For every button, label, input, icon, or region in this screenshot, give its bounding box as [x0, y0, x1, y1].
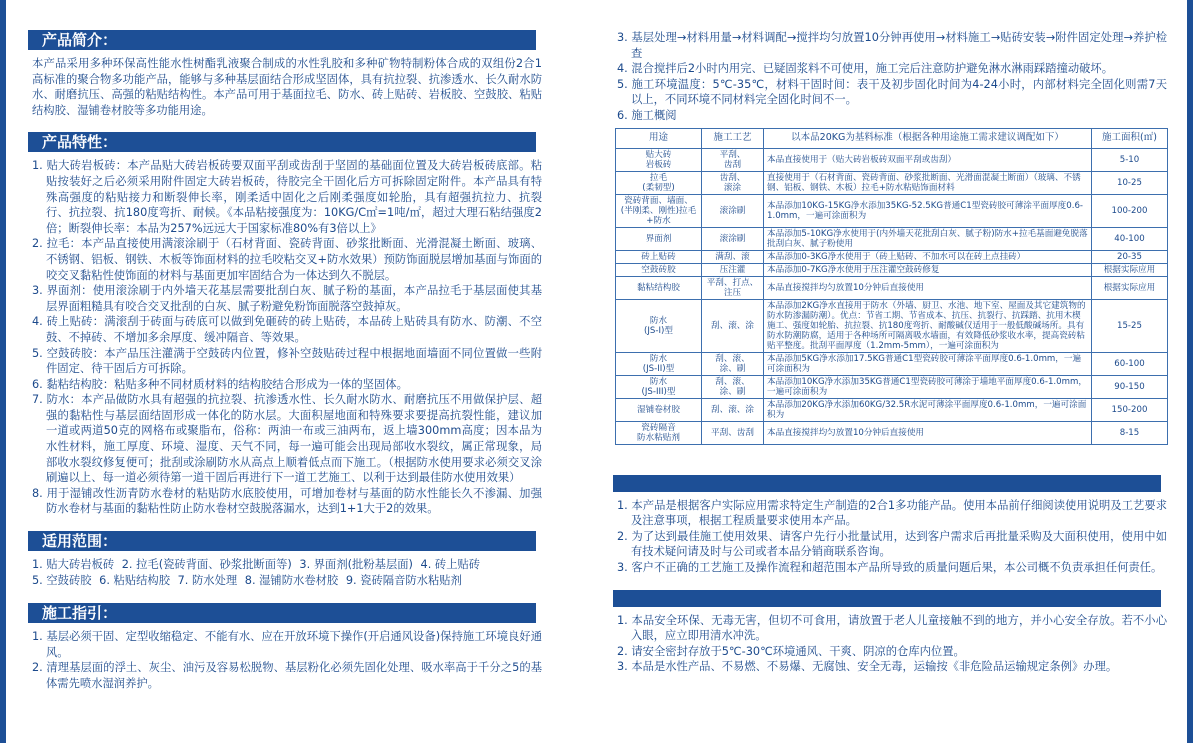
- row-desc: 本品添加0-3KG净水使用于（砖上贴砖、不加水可以在砖上点挂砖）: [764, 250, 1092, 263]
- feature-item: 8. 用于湿铺改性沥青防水卷材的粘贴防水底胶使用，可增加卷材与基面的防水性能长久不渗漏、加强防水卷材与基面的黏粘性防止防水卷材空鼓脱落漏水，达到1+1大于2的效果。: [32, 486, 542, 516]
- row-desc: 本品添加2KG净水直接用于防水（外墙、厨卫、水池、地下室、屋面及其它建筑物的防水防渗漏防潮）。优点：节省工期、节省成本、抗压、抗裂行、抗踩踏、抗用木楔施工、强度如轮胎、抗拉裂、抗180度弯折、耐酸碱仅适用于一般低酸碱场所。具有防水防潮防腐，适用于各种场所可隔离吸水墙面，有效降低砂浆收水率，提高瓷砖粘贴平整度。批刮平面厚度（1.2mm-5mm），一遍可涂面积为: [764, 299, 1092, 352]
- row-use: 砖上贴砖: [616, 250, 702, 263]
- feature-item: 7. 防水：本产品做防水具有超强的抗拉裂、抗渗透水性、长久耐水防水、耐磨抗压不用做保护层、超强的黏粘性与基层面结固形成一体化的防水层。大面积屋地面和特殊要求要提高抗裂性能，建议加一道或两道50克的网格布或聚脂布，俗称：两油一布或三油两布，返上墙300mm高度；因本品为水性材料，施工厚度、环境、湿度、天气不同，每一遍可能会出现局部收水裂纹，属正常现象，局部收水裂纹修复便可；批刮或涂刷防水从高点上顺着低点而下施工。（根据防水使用要求必须交叉涂刷遍以上、每一道必须待第一道干固后再进行下一道工艺施工、以利于达到最佳防水使用效果）: [32, 393, 542, 485]
- scope-item: 8. 湿铺防水卷材胶: [244, 574, 339, 588]
- row-method: 平刮、齿刮: [702, 421, 764, 444]
- row-use: 贴大砖 岩板砖: [616, 148, 702, 171]
- notice-item: 2. 为了达到最佳施工使用效果、请客户先行小批量试用，达到客户需求后再批量采购及大面积使用，使用中如有技术疑问请及时与公司或者本品分销商联系咨询。: [617, 529, 1167, 559]
- row-method: 满刮、滚: [702, 250, 764, 263]
- row-method: 刮、滚、涂: [702, 299, 764, 352]
- scope-row-1: [32, 557, 548, 573]
- table-row: [616, 194, 1168, 227]
- header-area: 施工面积(㎡): [1092, 128, 1168, 148]
- features-heading: 产品特性：: [28, 132, 536, 152]
- scope-item: 3. 界面剂(批粉基层面): [299, 558, 413, 572]
- safety-item: 3. 本品是水性产品、不易燃、不易爆、无腐蚀、安全无毒，运输按《非危险品运输规定条例》办理。: [617, 660, 1118, 674]
- header-method: 施工工艺: [702, 128, 764, 148]
- scope-item: 7. 防水处理: [177, 574, 238, 588]
- table-row: [616, 263, 1168, 276]
- row-method: 刮、滚、涂: [702, 398, 764, 421]
- scope-row-2: [32, 573, 548, 589]
- table-row: [616, 171, 1168, 194]
- row-desc: 本品添加10KG净水添加35KG普通C1型瓷砖胶可薄涂于墙地平面厚度0.6-1.0mm，一遍可涂面积为: [764, 375, 1092, 398]
- row-desc: 本品直接搅拌均匀放置10分钟后直接使用: [764, 421, 1092, 444]
- table-row: [616, 398, 1168, 421]
- left-column: [28, 0, 548, 743]
- overview-table: [615, 128, 1168, 445]
- row-method: 滚涂刷: [702, 194, 764, 227]
- scope-item: 4. 砖上贴砖: [420, 558, 481, 572]
- row-method: 压注灌: [702, 263, 764, 276]
- row-desc: 本品直接搅拌均匀放置10分钟后直接使用: [764, 276, 1092, 299]
- row-area: 90-150: [1092, 375, 1168, 398]
- row-use: 空鼓砖胶: [616, 263, 702, 276]
- row-desc: 直接使用于（石材背面、瓷砖背面、砂浆批断面、光滑面混凝土断面）（玻璃、不锈钢、铝板、钢铁、木板）拉毛+防水粘贴饰面材料: [764, 171, 1092, 194]
- notice-list: [617, 498, 1167, 576]
- row-use: 界面剂: [616, 227, 702, 250]
- table-row: [616, 421, 1168, 444]
- scope-item: 1. 贴大砖岩板砖: [32, 558, 115, 572]
- guide-heading: 施工指引：: [28, 603, 536, 623]
- row-area: 150-200: [1092, 398, 1168, 421]
- table-row: [616, 227, 1168, 250]
- row-method: 刮、滚、 涂、刷: [702, 375, 764, 398]
- row-area: 根据实际应用: [1092, 263, 1168, 276]
- row-desc: 本品添加20KG净水添加60KG/32.5R水泥可薄涂平面厚度0.6-1.0mm，一遍可涂面积为: [764, 398, 1092, 421]
- guide-list: [32, 629, 542, 691]
- feature-item: 2. 拉毛：本产品直接使用满滚涂刷于（石材背面、瓷砖背面、砂浆批断面、光滑混凝土断面、玻璃、不锈钢、铝板、钢铁、木板等饰面材料的拉毛咬粘交叉+防水效果）预防饰面脱层增加基面与饰面的咬交叉黏粘性使饰面的材料与基面更加牢固结合为一体达到久不脱层。: [32, 237, 542, 282]
- feature-item: 4. 砖上贴砖：满滚刮于砖面与砖底可以做到免砸砖的砖上贴砖，本品砖上贴砖具有防水、防潮、不空鼓、不掉砖、不增加多余厚度、缓冲隔音、等效果。: [32, 315, 542, 344]
- header-use: 用途: [616, 128, 702, 148]
- row-method: 平刮、 齿刮: [702, 148, 764, 171]
- row-desc: 本品添加10KG-15KG净水添加35KG-52.5KG普通C1型瓷砖胶可薄涂平面厚度0.6-1.0mm，一遍可涂面积为: [764, 194, 1092, 227]
- row-area: 40-100: [1092, 227, 1168, 250]
- guide-item: 2. 清理基层面的浮土、灰尘、油污及容易松脱物、基层粉化必须先固化处理、吸水率高于千分之5的基体需先喷水湿润养护。: [32, 661, 542, 690]
- notice-item: 1. 本产品是根据客户实际应用需求特定生产制造的2合1多功能产品。使用本品前仔细阅读使用说明及工艺要求及注意事项，根据工程质量要求使用本产品。: [617, 498, 1167, 528]
- step-item: 5. 施工环境温度：5℃-35℃，材料干固时间：表干及初步固化时间为4-24小时，内部材料完全固化则需7天以上，不同环境不同材料完全固化时间不一。: [617, 77, 1167, 107]
- scope-heading: 适用范围：: [28, 531, 536, 551]
- table-row: [616, 148, 1168, 171]
- header-desc: 以本品20KG为基料标准（根据各种用途施工需求建议调配如下）: [764, 128, 1092, 148]
- step-item: 6. 施工概阅: [617, 108, 677, 122]
- notice-heading: [613, 475, 1161, 492]
- table-row: [616, 276, 1168, 299]
- row-use: 湿铺卷材胶: [616, 398, 702, 421]
- scope-item: 6. 粘贴结构胶: [99, 574, 171, 588]
- intro-text: 本产品采用多种环保高性能水性树酯乳液聚合制成的水性乳胶和多种矿物特制粉体合成的双组份2合1高标准的聚合物多功能产品，能够与多种基层面结合形成坚固体，具有抗拉裂、抗渗透水、长久耐水防水、耐磨抗压、高强的粘贴结构性。本产品可用于基面拉毛、防水、砖上贴砖、岩板胶、空鼓胶、粘贴结构胶、湿铺卷材胶等多功能用途。: [32, 57, 542, 117]
- row-area: 60-100: [1092, 352, 1168, 375]
- row-use: 瓷砖背面、墙面、(半刚柔、刚性)拉毛+防水: [616, 194, 702, 227]
- right-column: [613, 0, 1173, 743]
- row-use: 防水 (JS-II)型: [616, 352, 702, 375]
- row-desc: 本品直接使用于（贴大砖岩板砖双面平刮或齿刮）: [764, 148, 1092, 171]
- row-desc: 本品添加0-7KG净水使用于压注灌空鼓砖修复: [764, 263, 1092, 276]
- row-area: 10-25: [1092, 171, 1168, 194]
- row-use: 瓷砖隔音 防水粘贴剂: [616, 421, 702, 444]
- intro-heading: 产品简介：: [28, 30, 536, 50]
- feature-item: 6. 黏粘结构胶：粘贴多种不同材质材料的结构胶结合形成为一体的坚固体。: [32, 377, 408, 391]
- row-area: 100-200: [1092, 194, 1168, 227]
- notice-item: 3. 客户不正确的工艺施工及操作流程和超范围本产品所导致的质量问题后果，本公司概不负责承担任何责任。: [617, 560, 1163, 574]
- safety-list: [617, 613, 1167, 675]
- row-use: 防水 (JS-I)型: [616, 299, 702, 352]
- feature-item: 3. 界面剂：使用滚涂刷于内外墙天花基层需要批刮白灰、腻子粉的基面，本产品拉毛于基层面使其基层界面粗糙具有咬合交叉批刮的白灰、腻子粉避免粉饰面脱落空鼓掉灰。: [32, 284, 542, 313]
- row-use: 拉毛 (柔韧型): [616, 171, 702, 194]
- table-row: [616, 299, 1168, 352]
- row-desc: 本品添加5KG净水添加17.5KG普通C1型瓷砖胶可薄涂平面厚度0.6-1.0mm，一遍可涂面积为: [764, 352, 1092, 375]
- table-header-row: [616, 128, 1168, 148]
- table-row: [616, 375, 1168, 398]
- row-method: 平刮、打点、 注压: [702, 276, 764, 299]
- scope-item: 9. 瓷砖隔音防水粘贴剂: [345, 574, 462, 588]
- feature-item: 1. 贴大砖岩板砖：本产品贴大砖岩板砖要双面平刮或齿刮于坚固的基础面位置及大砖岩板砖底部。粘贴按装好之后必须采用附件固定大砖岩板砖，待胶完全干固化后方可拆除固定附件。本产品具有特殊高强度的粘贴接力和断裂伸长率，刚柔适中固化之后刚柔强度如轮胎，具有超强抗拉力、抗裂行、抗拉裂、抗180度弯折、耐候。《本品粘接强度为：10KG/C㎡=1吨/㎡，超过大理石粘结强度2倍；断裂伸长率：本品为257%远远大于国家标准80%有3倍以上》: [32, 159, 542, 235]
- safety-heading: [613, 590, 1161, 607]
- row-method: 刮、滚、 涂、刷: [702, 352, 764, 375]
- table-row: [616, 250, 1168, 263]
- safety-item: 2. 请安全密封存放于5℃-30℃环境通风、干爽、阴凉的仓库内位置。: [617, 644, 965, 658]
- row-method: 滚涂刷: [702, 227, 764, 250]
- row-method: 齿刮、 滚涂: [702, 171, 764, 194]
- row-use: 防水 (JS-III)型: [616, 375, 702, 398]
- row-use: 黏粘结构胶: [616, 276, 702, 299]
- row-area: 15-25: [1092, 299, 1168, 352]
- features-list: [32, 158, 542, 517]
- row-desc: 本品添加5-10KG净水使用于(内外墙天花批刮白灰、腻子粉)防水+拉毛基面避免脱落批刮白灰、腻子粉使用: [764, 227, 1092, 250]
- safety-item: 1. 本品安全环保、无毒无害，但切不可食用，请放置于老人儿童接触不到的地方，并小心安全存放。若不小心入眼，应立即用清水冲洗。: [617, 613, 1167, 643]
- row-area: 8-15: [1092, 421, 1168, 444]
- step-item: 3. 基层处理→材料用量→材料调配→搅拌均匀放置10分钟再使用→材料施工→贴砖安装→附件固定处理→养护检查: [617, 31, 1167, 60]
- table-row: [616, 352, 1168, 375]
- step-item: 4. 混合搅拌后2小时内用完、已疑固浆料不可使用，施工完后注意防护避免淋水淋雨踩踏撞动破坏。: [617, 62, 1114, 76]
- feature-item: 5. 空鼓砖胶：本产品压注灌满于空鼓砖内位置，修补空鼓贴砖过程中根据地面墙面不同位置做一些附件固定、待干固后方可拆除。: [32, 346, 542, 376]
- row-area: 5-10: [1092, 148, 1168, 171]
- steps-list: [617, 30, 1167, 124]
- guide-item: 1. 基层必须干固、定型收缩稳定、不能有水、应在开放环境下操作(开启通风设备)保持施工环境良好通风。: [32, 630, 542, 659]
- table-body: [616, 148, 1168, 444]
- row-area: 20-35: [1092, 250, 1168, 263]
- row-area: 根据实际应用: [1092, 276, 1168, 299]
- scope-item: 5. 空鼓砖胶: [32, 574, 92, 588]
- scope-item: 2. 拉毛(瓷砖背面、砂浆批断面等): [121, 558, 292, 572]
